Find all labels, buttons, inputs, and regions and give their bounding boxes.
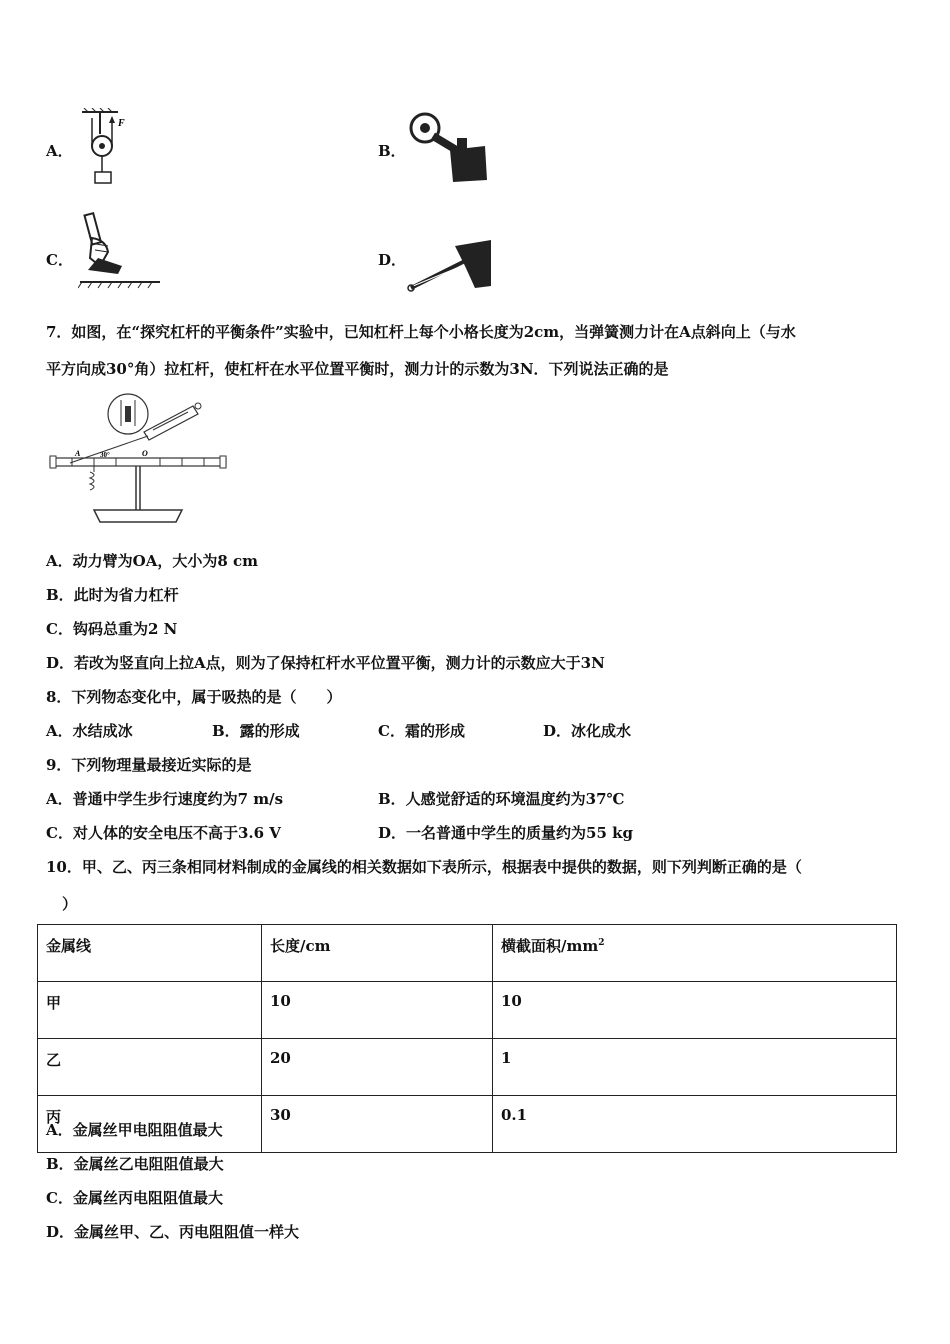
q10-option-a: A．金属丝甲电阻阻值最大 [46, 1121, 223, 1139]
q8-stem: 8．下列物态变化中，属于吸热的是（ ） [46, 688, 342, 706]
q6-option-b-label: B． [378, 142, 406, 160]
q6-option-c-label: C． [46, 251, 73, 269]
point-o-label: O [142, 449, 148, 458]
q8-option-a: A．水结成冰 [46, 722, 133, 740]
q9-option-d: D．一名普通中学生的质量约为55 kg [378, 824, 633, 842]
q10-option-b: B．金属丝乙电阻阻值最大 [46, 1155, 224, 1173]
q9-option-b: B．人感觉舒适的环境温度约为37℃ [378, 790, 625, 808]
q9-option-a: A．普通中学生步行速度约为7 m/s [46, 790, 284, 808]
q7-option-a: A．动力臂为OA，大小为8 cm [46, 552, 259, 570]
table-cell: 乙 [38, 1039, 262, 1096]
table-header-cell: 横截面积$/mm^2$ [493, 925, 897, 982]
q8-option-d: D．冰化成水 [543, 722, 632, 740]
q7-stem-line1: 7．如图，在“探究杠杆的平衡条件”实验中，已知杠杆上每个小格长度为2cm，当弹簧测力计在A点斜向上（与水 [46, 323, 796, 341]
lever-experiment-figure [48, 392, 233, 527]
q6-option-a-label: A． [46, 142, 73, 160]
table-cell: 0.1 [493, 1096, 897, 1153]
q8-option-c: C．霜的形成 [378, 722, 465, 740]
table-cell: 30 [262, 1096, 493, 1153]
table-cell: 10 [262, 982, 493, 1039]
q9-stem: 9．下列物理量最接近实际的是 [46, 756, 252, 774]
angle-label: 30° [100, 451, 110, 459]
q6-option-d-label: D． [378, 251, 407, 269]
tweezers-icon [405, 236, 495, 296]
table-cell: 丙 [38, 1096, 262, 1153]
q7-option-d: D．若改为竖直向上拉A点，则为了保持杠杆水平位置平衡，测力计的示数应大于3N [46, 654, 605, 672]
q7-option-c: C．钩码总重为2 N [46, 620, 178, 638]
table-cell: 10 [493, 982, 897, 1039]
q10-option-c: C．金属丝丙电阻阻值最大 [46, 1189, 223, 1207]
q8-option-b: B．露的形成 [212, 722, 300, 740]
point-a-label: A [75, 449, 81, 458]
table-header-cell: 金属线 [38, 925, 262, 982]
table-cell: 1 [493, 1039, 897, 1096]
table-cell: 20 [262, 1039, 493, 1096]
table-row [38, 1039, 897, 1096]
q10-stem-line2: ） [62, 895, 78, 913]
table-cell: 甲 [38, 982, 262, 1039]
hammer-nail-icon [78, 210, 163, 290]
q10-stem-line1: 10．甲、乙、丙三条相同材料制成的金属线的相关数据如下表所示，根据表中提供的数据，则下列判断正确的是（ [46, 858, 802, 876]
pulley-icon [78, 108, 138, 188]
svg-text:F: F [118, 118, 125, 129]
q7-option-b: B．此时为省力杠杆 [46, 586, 179, 604]
q10-option-d: D．金属丝甲、乙、丙电阻阻值一样大 [46, 1223, 300, 1241]
q7-stem-line2: 平方向成30°角）拉杠杆，使杠杆在水平位置平衡时，测力计的示数为3N．下列说法正确的是 [46, 360, 669, 378]
q9-option-c: C．对人体的安全电压不高于3.6 V [46, 824, 281, 842]
bottle-opener-icon [405, 110, 495, 190]
table-row [38, 982, 897, 1039]
table-header-cell: 长度/cm [262, 925, 493, 982]
table-header-row [38, 925, 897, 982]
